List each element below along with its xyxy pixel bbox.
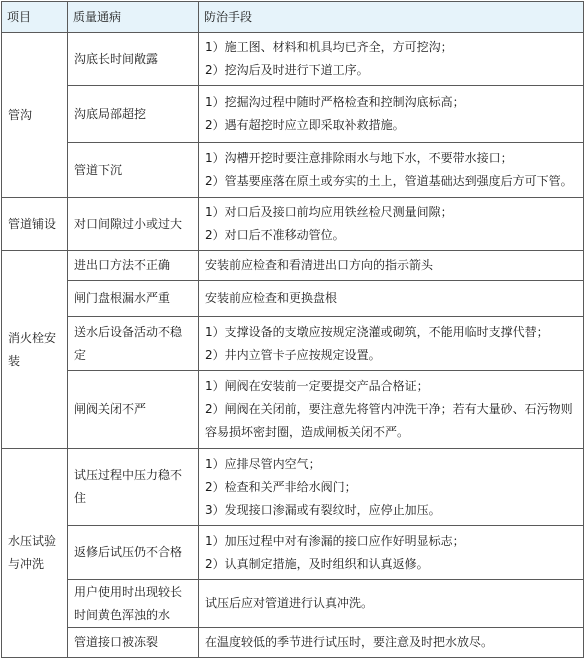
measure-line: 1）施工图、材料和机具均已齐全，方可挖沟； (205, 40, 453, 54)
measure-cell (199, 580, 584, 628)
header-item: 项目 (2, 2, 68, 33)
measure-line: 1）加压过程中对有渗漏的接口应作好明显标志； (205, 533, 465, 548)
problem-cell: 管道接口被冻裂 (68, 628, 199, 658)
measure-cell (199, 526, 584, 580)
measure-cell (199, 86, 584, 143)
table-row (2, 526, 584, 580)
measure-cell (199, 371, 584, 449)
problem-cell: 沟底局部超挖 (68, 86, 199, 143)
measure-cell (199, 143, 584, 198)
measure-cell (199, 251, 584, 281)
table-row (2, 281, 584, 317)
table-row (2, 251, 584, 281)
measure-line: 2）闸阀在关闭前，要注意先将管内冲洗干净；若有大量砂、石污物则容易损坏密封圈，造成闸板关闭不严。 (205, 402, 573, 439)
measure-cell (199, 33, 584, 86)
table-row (2, 580, 584, 628)
problem-cell: 试压过程中压力稳不住 (68, 449, 199, 526)
problem-cell: 进出口方法不正确 (68, 251, 199, 281)
measure-line: 2）管基要座落在原土或夯实的土上，管道基础达到强度后方可下管。 (205, 174, 573, 188)
measure-cell (199, 281, 584, 317)
measure-cell (199, 317, 584, 371)
quality-defect-table (1, 1, 584, 658)
header-measure: 防治手段 (199, 2, 584, 33)
table-row (2, 371, 584, 449)
problem-cell: 送水后设备活动不稳定 (68, 317, 199, 371)
measure-line: 安装前应检查和更换盘根 (205, 291, 338, 305)
problem-cell: 管道下沉 (68, 143, 199, 198)
measure-line: 1）对口后及接口前均应用铁丝检尺测量间隙； (205, 205, 453, 219)
item-cell: 管沟 (2, 33, 68, 198)
measure-line: 3）发现接口渗漏或有裂纹时，应停止加压。 (205, 502, 441, 517)
measure-line: 安装前应检查和看清进出口方向的指示箭头 (205, 258, 434, 272)
measure-line: 1）挖掘沟过程中随时严格检查和控制沟底标高； (205, 95, 465, 109)
header-problem: 质量通病 (68, 2, 199, 33)
measure-cell (199, 198, 584, 251)
table-row (2, 33, 584, 86)
measure-line: 2）遇有超挖时应立即采取补救措施。 (205, 118, 405, 132)
measure-line: 2）对口后不准移动管位。 (205, 228, 345, 242)
item-cell: 管道铺设 (2, 198, 68, 251)
measure-line: 1）沟槽开挖时要注意排除雨水与地下水，不要带水接口； (205, 151, 513, 165)
problem-cell: 对口间隙过小或过大 (68, 198, 199, 251)
problem-cell: 闸门盘根漏水严重 (68, 281, 199, 317)
table-row (2, 198, 584, 251)
measure-line: 2）检查和关严非给水阀门； (205, 479, 357, 494)
measure-line: 2）挖沟后及时进行下道工序。 (205, 63, 369, 77)
item-cell: 消火栓安装 (2, 251, 68, 449)
measure-line: 1）应排尽管内空气； (205, 456, 321, 471)
measure-line: 2）井内立管卡子应按规定设置。 (205, 347, 381, 362)
table-row (2, 317, 584, 371)
table-row (2, 628, 584, 658)
measure-line: 2）认真制定措施，及时组织和认真返修。 (205, 556, 429, 571)
table-row (2, 86, 584, 143)
problem-cell: 用户使用时出现较长时间黄色浑浊的水 (68, 580, 199, 628)
problem-cell: 沟底长时间敞露 (68, 33, 199, 86)
table-row (2, 449, 584, 526)
table-row (2, 143, 584, 198)
item-cell: 水压试验与冲洗 (2, 449, 68, 658)
measure-line: 在温度较低的季节进行试压时，要注意及时把水放尽。 (205, 635, 494, 649)
problem-cell: 闸阀关闭不严 (68, 371, 199, 449)
measure-cell (199, 628, 584, 658)
measure-cell (199, 449, 584, 526)
table-header-row (2, 2, 584, 33)
problem-cell: 返修后试压仍不合格 (68, 526, 199, 580)
measure-line: 1）支撑设备的支墩应按规定浇灌或砌筑，不能用临时支撑代替； (205, 324, 549, 339)
measure-line: 1）闸阀在安装前一定要提交产品合格证； (205, 379, 429, 393)
measure-line: 试压后应对管道进行认真冲洗。 (205, 596, 374, 610)
